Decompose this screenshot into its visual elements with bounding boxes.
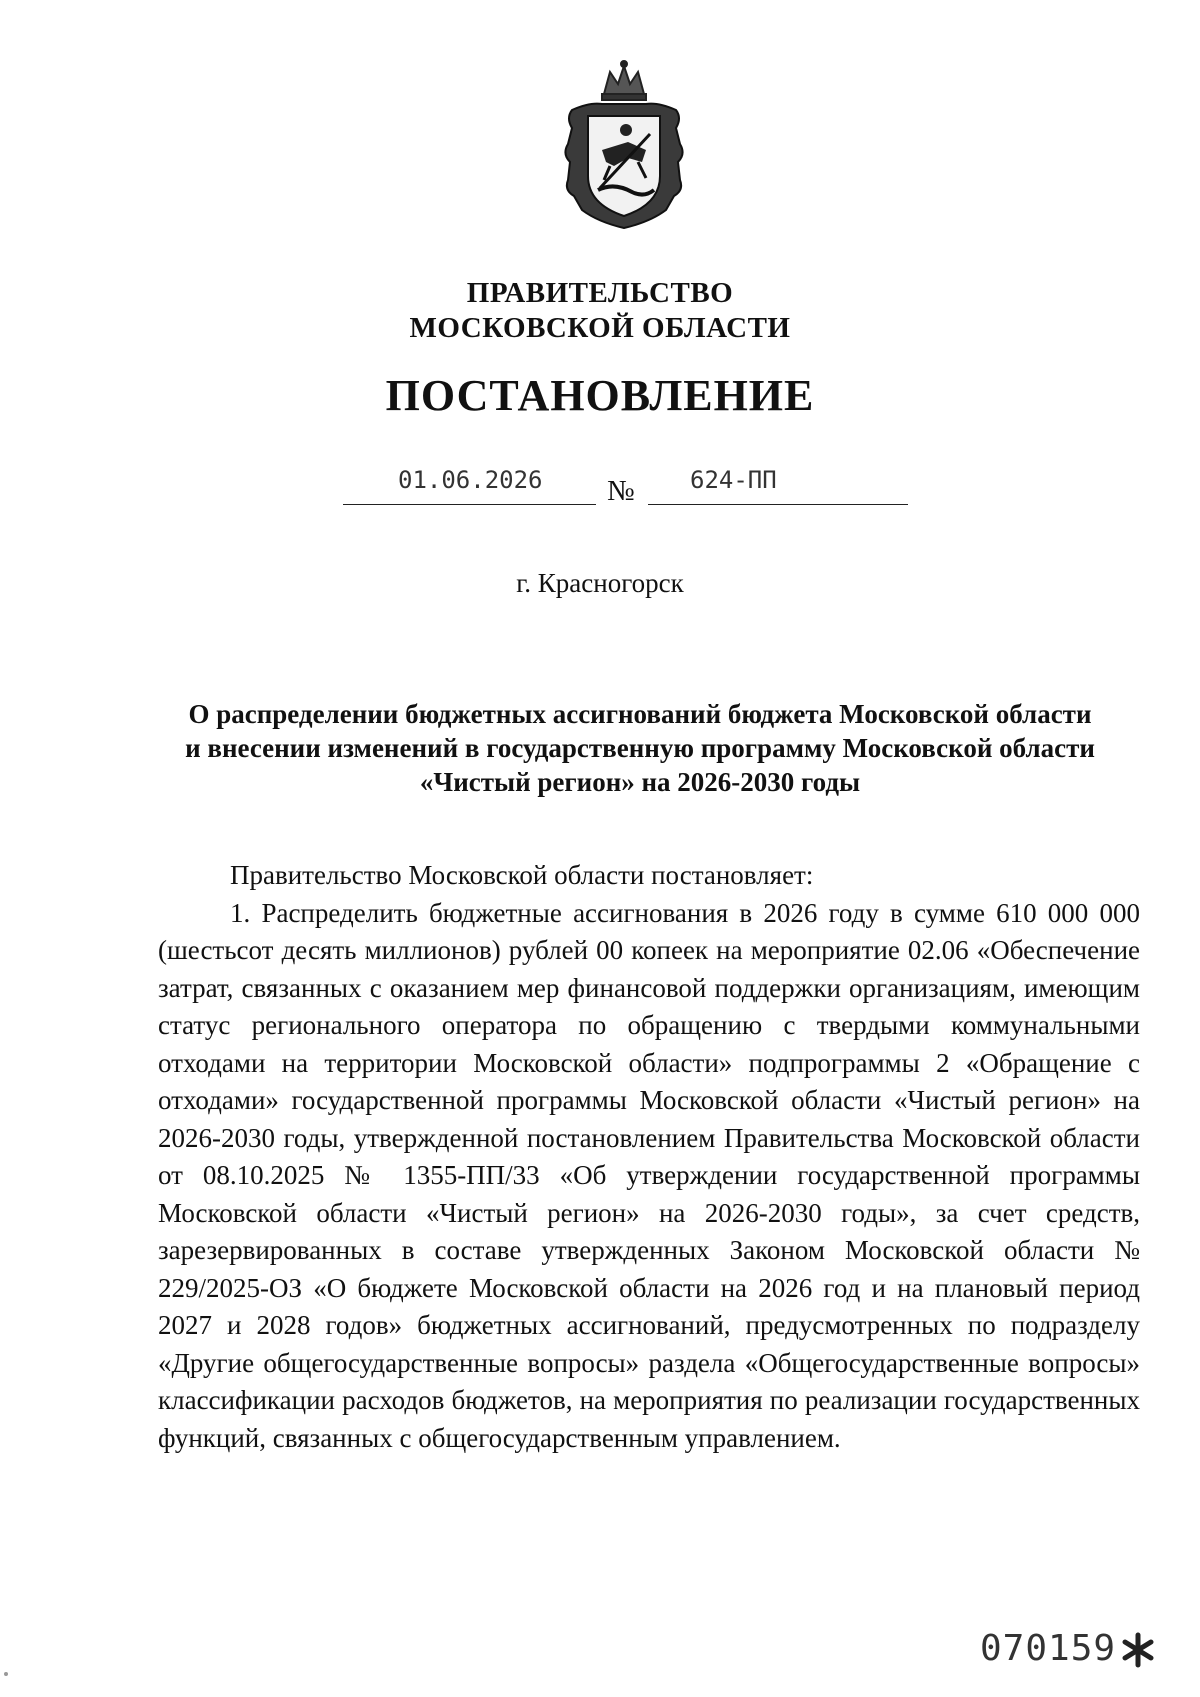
item-1-paragraph: 1. Распределить бюджетные ассигнования в 2026 году в сумме 610 000 000 (шестьсот десять миллионов) рублей 00 копеек на мероприятие 02.06 «Обеспечение затрат, связанных с оказанием мер финансовой поддержки организациям, имеющим статус регионального оператора по обращению с твердыми коммунальными отходами на территории Московской области» подпрограммы 2 «Обращение с отходами» государственной программы Московской области «Чистый регион» на 2026-2030 годы, утвержденной постановлением Правительства Московской области от 08.10.2025 № 1355-ПП/33 «Об утверждении государственной программы Московской области «Чистый регион» на 2026-2030 годы», за счет средств, зарезервированных в составе утвержденных Законом Московской области № 229/2025-ОЗ «О бюджете Московской области на 2026 год и на плановый период 2027 и 2028 годов» бюджетных ассигнований, предусмотренных по подразделу «Другие общегосударственные вопросы» раздела «Общегосударственные вопросы» классификации расходов бюджетов, на мероприятия по реализации государственных функций, связанных с общегосударственным управлением. (158, 897, 1140, 1453)
number-field (648, 460, 908, 505)
asterisk-icon (1120, 1632, 1156, 1668)
heading-line-1: О распределении бюджетных ассигнований бюджета Московской области (188, 699, 1092, 729)
city-name: г. Красногорск (516, 568, 684, 598)
document-number: 624-ПП (690, 466, 777, 494)
coat-of-arms-icon (558, 58, 690, 234)
intro-paragraph: Правительство Московской области постановляет: (230, 860, 814, 890)
heading-line-2: и внесении изменений в государственную программу Московской области (185, 733, 1095, 763)
document-type-title: ПОСТАНОВЛЕНИЕ (385, 371, 815, 420)
org-name-line-2: МОСКОВСКОЙ ОБЛАСТИ (409, 312, 791, 344)
document-heading (150, 697, 1130, 799)
number-sign: № (607, 475, 635, 507)
document-body (158, 857, 1140, 1457)
heading-line-3: «Чистый регион» на 2026-2030 годы (419, 767, 861, 797)
date-field (343, 460, 596, 505)
scan-mark (2, 1670, 10, 1678)
serial-number: 070159 (980, 1628, 1117, 1669)
org-name-line-1: ПРАВИТЕЛЬСТВО (466, 277, 734, 309)
document-date: 01.06.2026 (398, 466, 543, 494)
